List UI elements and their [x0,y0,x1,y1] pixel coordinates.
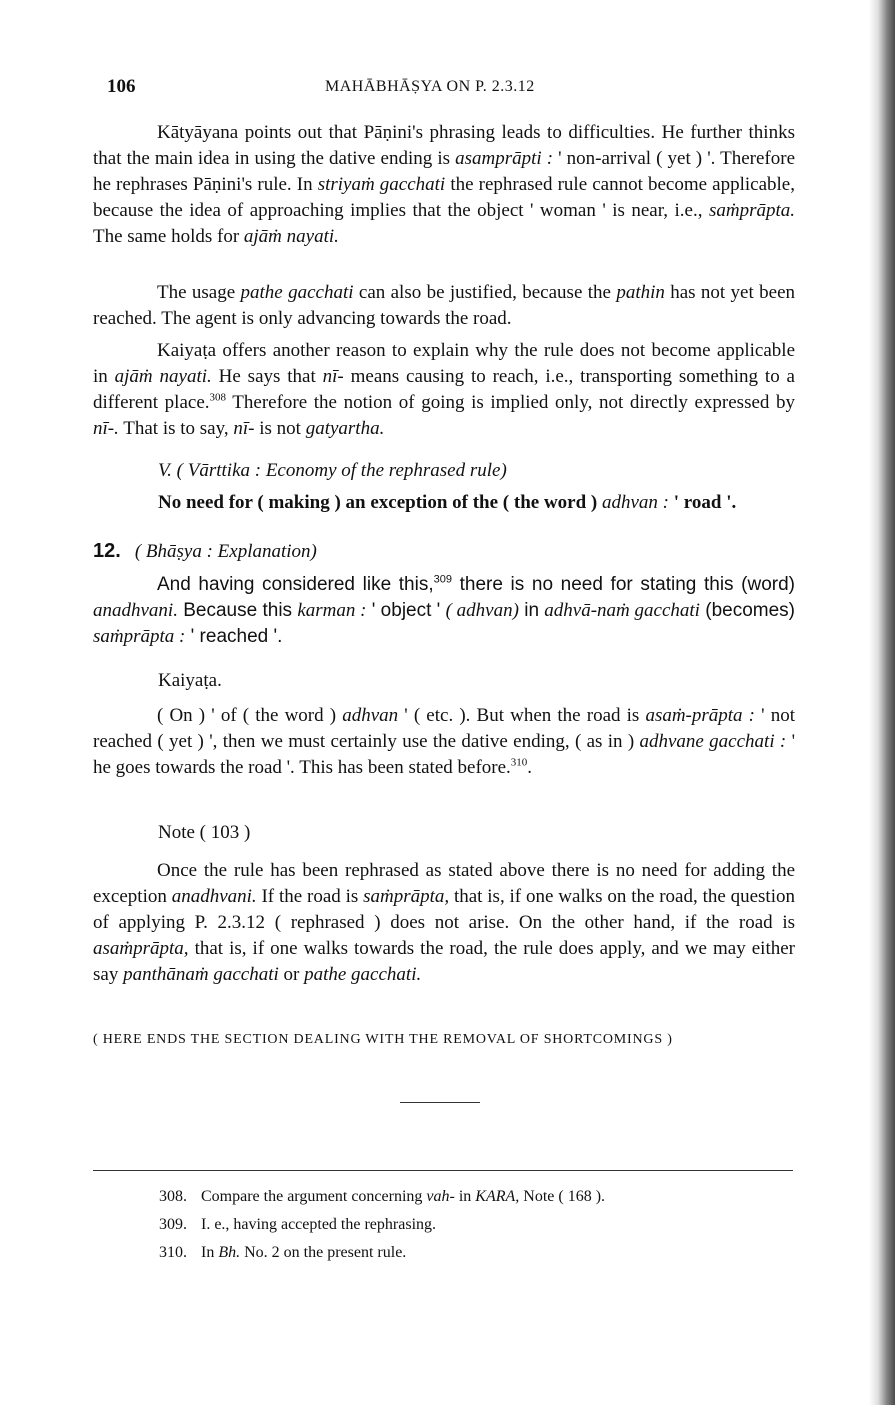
scan-edge-shadow [869,0,895,1405]
closing-rule [400,1102,480,1103]
paragraph-kaiyata-reason: Kaiyaṭa offers another reason to explain why the rule does not become applicable in ajāṁ nayati. He says that nī- means causing to reach, i.e., transporting something to a different place.$^{308}$ Therefore the notion of going is implied only, not directly expressed by nī-. That is to say, nī- is not gatyartha. [93,340,796,439]
paragraph-katyayana: Kātyāyana points out that Pāṇini's phrasing leads to difficulties. He further thinks that the main idea in using the dative ending is asamprāpti : ' non-arrival ( yet ) '. Therefore he rephrases Pāṇini's rule. In striyaṁ gacchati the rephrased rule cannot become applicable, because the idea of approaching implies that the object ' woman ' is near, i.e., saṁprāpta. The same holds for ajāṁ nayati. [93,122,796,247]
footnote-ref-310: 310 [510,756,528,769]
kaiyata-heading: Kaiyaṭa. [158,670,222,691]
footnote-ref-308: 308 [209,391,227,404]
section-end-line: ( HERE ENDS THE SECTION DEALING WITH THE REMOVAL OF SHORTCOMINGS ) [93,1032,673,1047]
bhasya-text: And having considered like this,$^{309}$ there is no need for stating this (word) anadhvani. Because this karman : ' object ' ( adhvan) in adhvā-naṁ gacchati (becomes) saṁprāpta : ' reached '. [93,573,796,647]
footnote-309: 309. I. e., having accepted the rephrasing. [159,1216,437,1233]
page-number: 106 [107,76,136,97]
footnote-308: 308. Compare the argument concerning vah- in KARA, Note ( 168 ). [159,1188,606,1205]
varttika-statement: No need for ( making ) an exception of the ( the word ) adhvan : ' road '. [158,492,737,513]
varttika-heading: V. ( Vārttika : Economy of the rephrased rule) [158,460,507,481]
footnote-rule [93,1170,793,1171]
kaiyata-text: ( On ) ' of ( the word ) adhvan ' ( etc. ). But when the road is asaṁ-prāpta : ' not reached ( yet ) ', then we must certainly use the dative ending, ( as in ) adhvane gacchati : ' he goes towards the road '. This has been stated before.$^{310}$. [93,705,795,778]
section-title: ( Bhāṣya : Explanation) [134,541,317,562]
paragraph-usage: The usage pathe gacchati can also be justified, because the pathin has not yet been reached. The agent is only advancing towards the road. [93,282,795,329]
running-head: MAHĀBHĀṢYA ON P. 2.3.12 [325,78,535,95]
section-heading [93,540,317,563]
page-header [95,76,795,100]
footnote-310: 310. In Bh. No. 2 on the present rule. [159,1244,407,1261]
footnote-ref-309: 309 [433,573,452,586]
note-text: Once the rule has been rephrased as stated above there is no need for adding the exception anadhvani. If the road is saṁprāpta, that is, if one walks on the road, the question of applying P. 2.3.12 ( rephrased ) does not arise. On the other hand, if the road is asaṁprāpta, that is, if one walks towards the road, the rule does apply, and we may either say panthānaṁ gacchati or pathe gacchati. [93,860,795,985]
section-number: 12. [93,540,121,562]
note-heading: Note ( 103 ) [158,822,251,843]
